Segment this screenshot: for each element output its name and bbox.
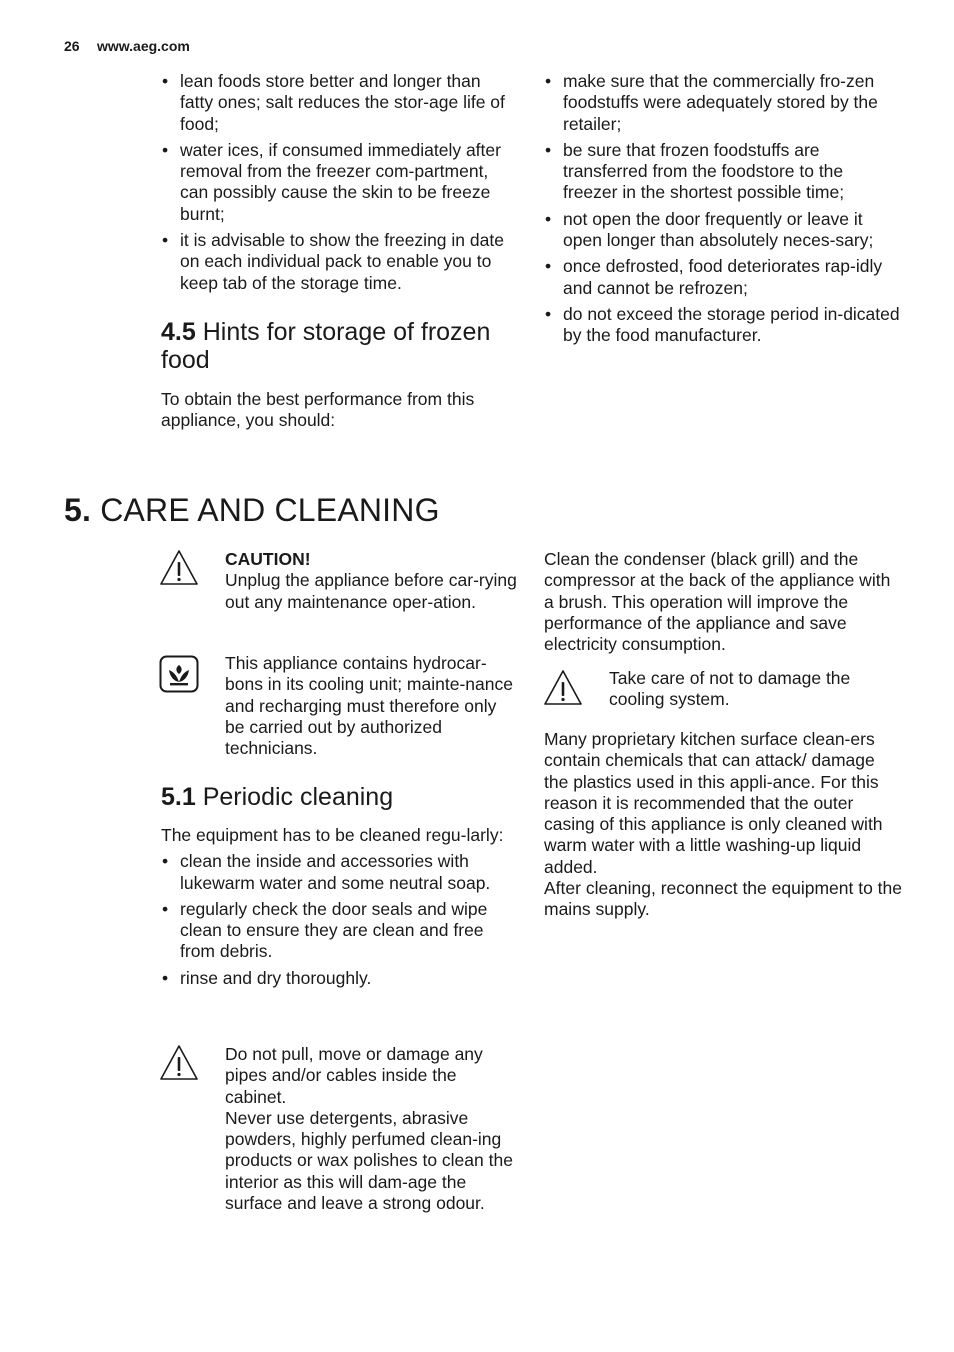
caution-block [225, 549, 517, 613]
list-item: • it is advisable to show the freezing in date on each individual pack to enable you to keep tab of the storage time. [161, 230, 517, 294]
warning-triangle-icon [159, 1043, 199, 1083]
periodic-cleaning-list [161, 851, 517, 989]
cooling-system-warning: Take care of not to damage the cooling system. [609, 668, 851, 710]
list-item: • be sure that frozen foodstuffs are transferred from the foodstore to the freezer in the shortest possible time; [544, 140, 902, 204]
list-item: • regularly check the door seals and wipe clean to ensure they are clean and free from debris. [161, 899, 517, 963]
section-intro: The equipment has to be cleaned regu-larly: [161, 825, 504, 845]
page-number: 26 [64, 38, 80, 54]
condenser-paragraph: Clean the condenser (black grill) and the compressor at the back of the appliance with a brush. This operation will improve the performance of the appliance and save electricity consumption. [544, 549, 891, 655]
list-item: • water ices, if consumed immediately after removal from the freezer com-partment, can possibly cause the skin to be freeze burnt; [161, 140, 517, 225]
section-title: Periodic cleaning [202, 783, 394, 811]
environment-plant-icon [159, 655, 199, 693]
list-item: • not open the door frequently or leave it open longer than absolutely neces-sary; [544, 209, 902, 252]
list-item: • rinse and dry thoroughly. [161, 968, 517, 989]
list-item: • lean foods store better and longer than fatty ones; salt reduces the stor-age life of food; [161, 71, 517, 135]
section-number: 4.5 [161, 318, 196, 346]
section-title: Hints for storage of frozen food [161, 318, 491, 374]
chapter-number: 5. [64, 492, 92, 528]
section-heading-4-5 [161, 318, 517, 374]
warning-triangle-icon [543, 668, 583, 708]
chapter-heading [64, 490, 440, 530]
pipes-warning [225, 1044, 517, 1214]
header-url: www.aeg.com [97, 38, 190, 54]
top-left-column [161, 71, 517, 299]
hydrocarbon-note: This appliance contains hydrocar-bons in its cooling unit; mainte-nance and recharging must therefore only be carried out by authorized technicians. [225, 653, 513, 759]
section-heading-5-1 [161, 783, 517, 811]
cleaning-chemicals-paragraph [544, 729, 902, 921]
detergents-warning-text: Never use detergents, abrasive powders, highly perfumed clean-ing products or wax polishes to clean the interior as this will dam-age the surface and leave a strong odour. [225, 1107, 513, 1214]
list-item: • do not exceed the storage period in-dicated by the food manufacturer. [544, 304, 902, 347]
reconnect-text: After cleaning, reconnect the equipment to the mains supply. [544, 878, 903, 920]
caution-text: Unplug the appliance before car-rying out any maintenance oper-ation. [225, 570, 517, 612]
section-intro: To obtain the best performance from this appliance, you should: [161, 389, 475, 431]
section-4-5 [161, 318, 517, 432]
list-item: • make sure that the commercially fro-zen foodstuffs were adequately stored by the retailer; [544, 71, 902, 135]
chemicals-text: Many proprietary kitchen surface clean-ers contain chemicals that can attack/ damage the plastics used in this appli-ance. For this reason it is recommended that the outer casing of this appliance is only cleaned with warm water with a little washing-up liquid added. [544, 729, 883, 877]
section-5-1 [161, 783, 517, 994]
chapter-title: CARE AND CLEANING [100, 492, 440, 528]
top-right-column [544, 71, 902, 352]
list-item: • once defrosted, food deteriorates rap-idly and cannot be refrozen; [544, 256, 902, 299]
warning-triangle-icon [159, 548, 199, 588]
frozen-food-hints-list [544, 71, 902, 347]
section-number: 5.1 [161, 783, 196, 811]
list-item: • clean the inside and accessories with lukewarm water and some neutral soap. [161, 851, 517, 894]
pipes-warning-text: Do not pull, move or damage any pipes and/or cables inside the cabinet. [225, 1044, 483, 1107]
caution-label: CAUTION! [225, 549, 311, 569]
storage-tips-list [161, 71, 517, 294]
